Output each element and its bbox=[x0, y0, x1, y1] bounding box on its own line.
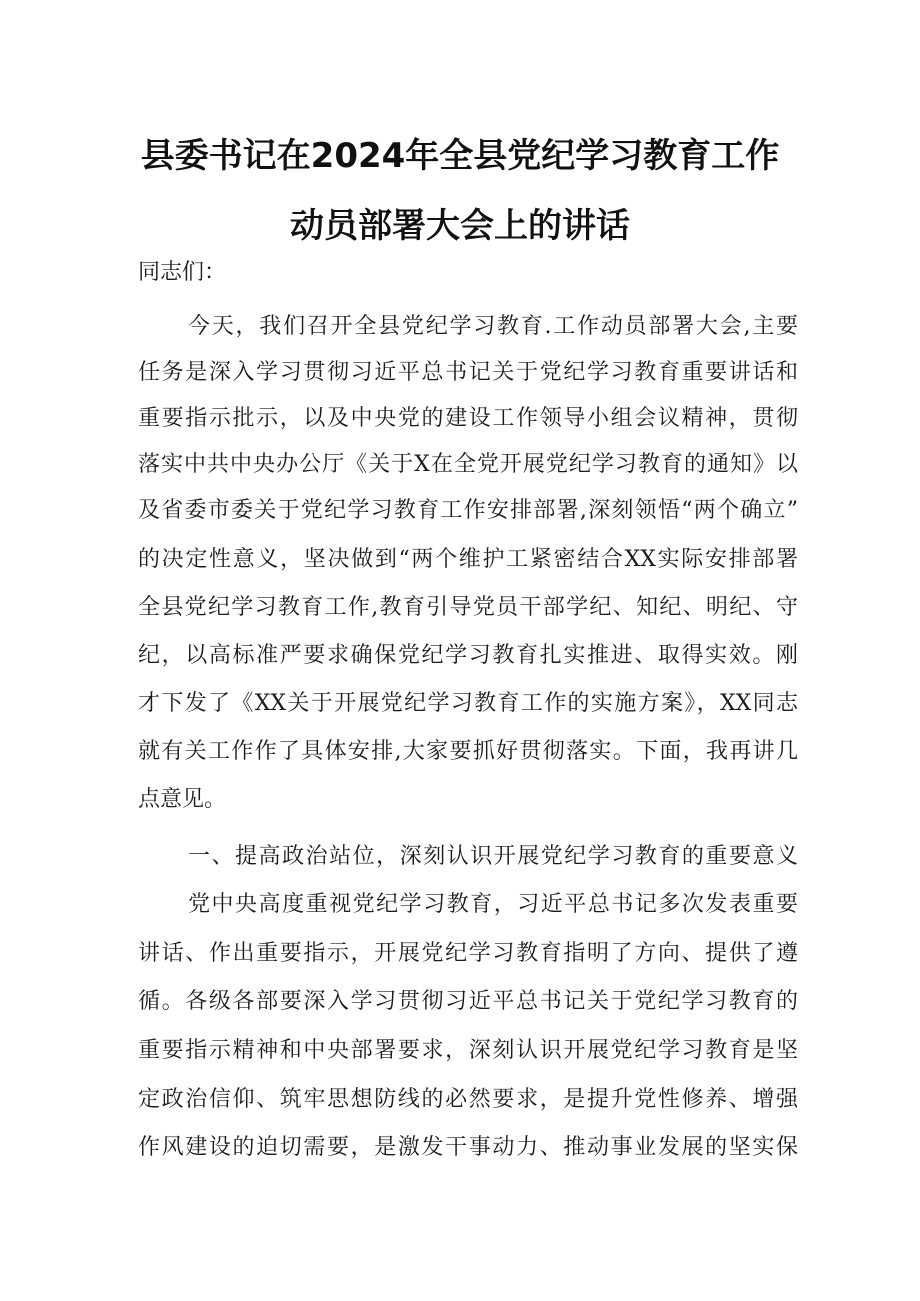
paragraph-line: 讲话、作出重要指示，开展党纪学习教育指明了方向、提供了遵 bbox=[138, 941, 798, 966]
salutation: 同志们： bbox=[138, 260, 227, 285]
document-title-line-2: 动员部署大会上的讲话 bbox=[290, 206, 630, 246]
paragraph-line: 才下发了《XX关于开展党纪学习教育工作的实施方案》，XX同志 bbox=[138, 691, 798, 716]
paragraph-line: 及省委市委关于党纪学习教育工作安排部署,深刻领悟“两个确立” bbox=[138, 498, 798, 523]
paragraph-line: 作风建设的迫切需要，是激发干事动力、推动事业发展的坚实保 bbox=[138, 1135, 798, 1160]
paragraph-line: 就有关工作作了具体安排,大家要抓好贯彻落实。下面，我再讲几 bbox=[138, 739, 798, 764]
paragraph-line: 循。各级各部要深入学习贯彻习近平总书记关于党纪学习教育的 bbox=[138, 989, 798, 1014]
section-heading: 一、提高政治站位，深刻认识开展党纪学习教育的重要意义 bbox=[188, 844, 798, 869]
paragraph-line: 今天，我们召开全县党纪学习教育.工作动员部署大会,主要 bbox=[188, 314, 798, 339]
paragraph-line: 全县党纪学习教育工作,教育引导党员干部学纪、知纪、明纪、守 bbox=[138, 595, 798, 620]
paragraph-line: 点意见。 bbox=[138, 787, 227, 812]
paragraph-line: 党中央高度重视党纪学习教育，习近平总书记多次发表重要 bbox=[188, 892, 798, 917]
paragraph-line: 的决定性意义，坚决做到“两个维护工紧密结合XX实际安排部署 bbox=[138, 547, 798, 572]
paragraph-line: 落实中共中央办公厅《关于X在全党开展党纪学习教育的通知》以 bbox=[138, 452, 798, 477]
paragraph-line: 重要指示精神和中央部署要求，深刻认识开展党纪学习教育是坚 bbox=[138, 1038, 798, 1063]
paragraph-line: 定政治信仰、筑牢思想防线的必然要求，是提升党性修养、增强 bbox=[138, 1087, 798, 1112]
paragraph-line: 纪，以高标准严要求确保党纪学习教育扎实推进、取得实效。刚 bbox=[138, 643, 798, 668]
paragraph-line: 重要指示批示，以及中央党的建设工作领导小组会议精神，贯彻 bbox=[138, 406, 798, 431]
paragraph-line: 任务是深入学习贯彻习近平总书记关于党纪学习教育重要讲话和 bbox=[138, 360, 798, 385]
document-title-line-1: 县委书记在2024年全县党纪学习教育工作 bbox=[140, 136, 780, 176]
